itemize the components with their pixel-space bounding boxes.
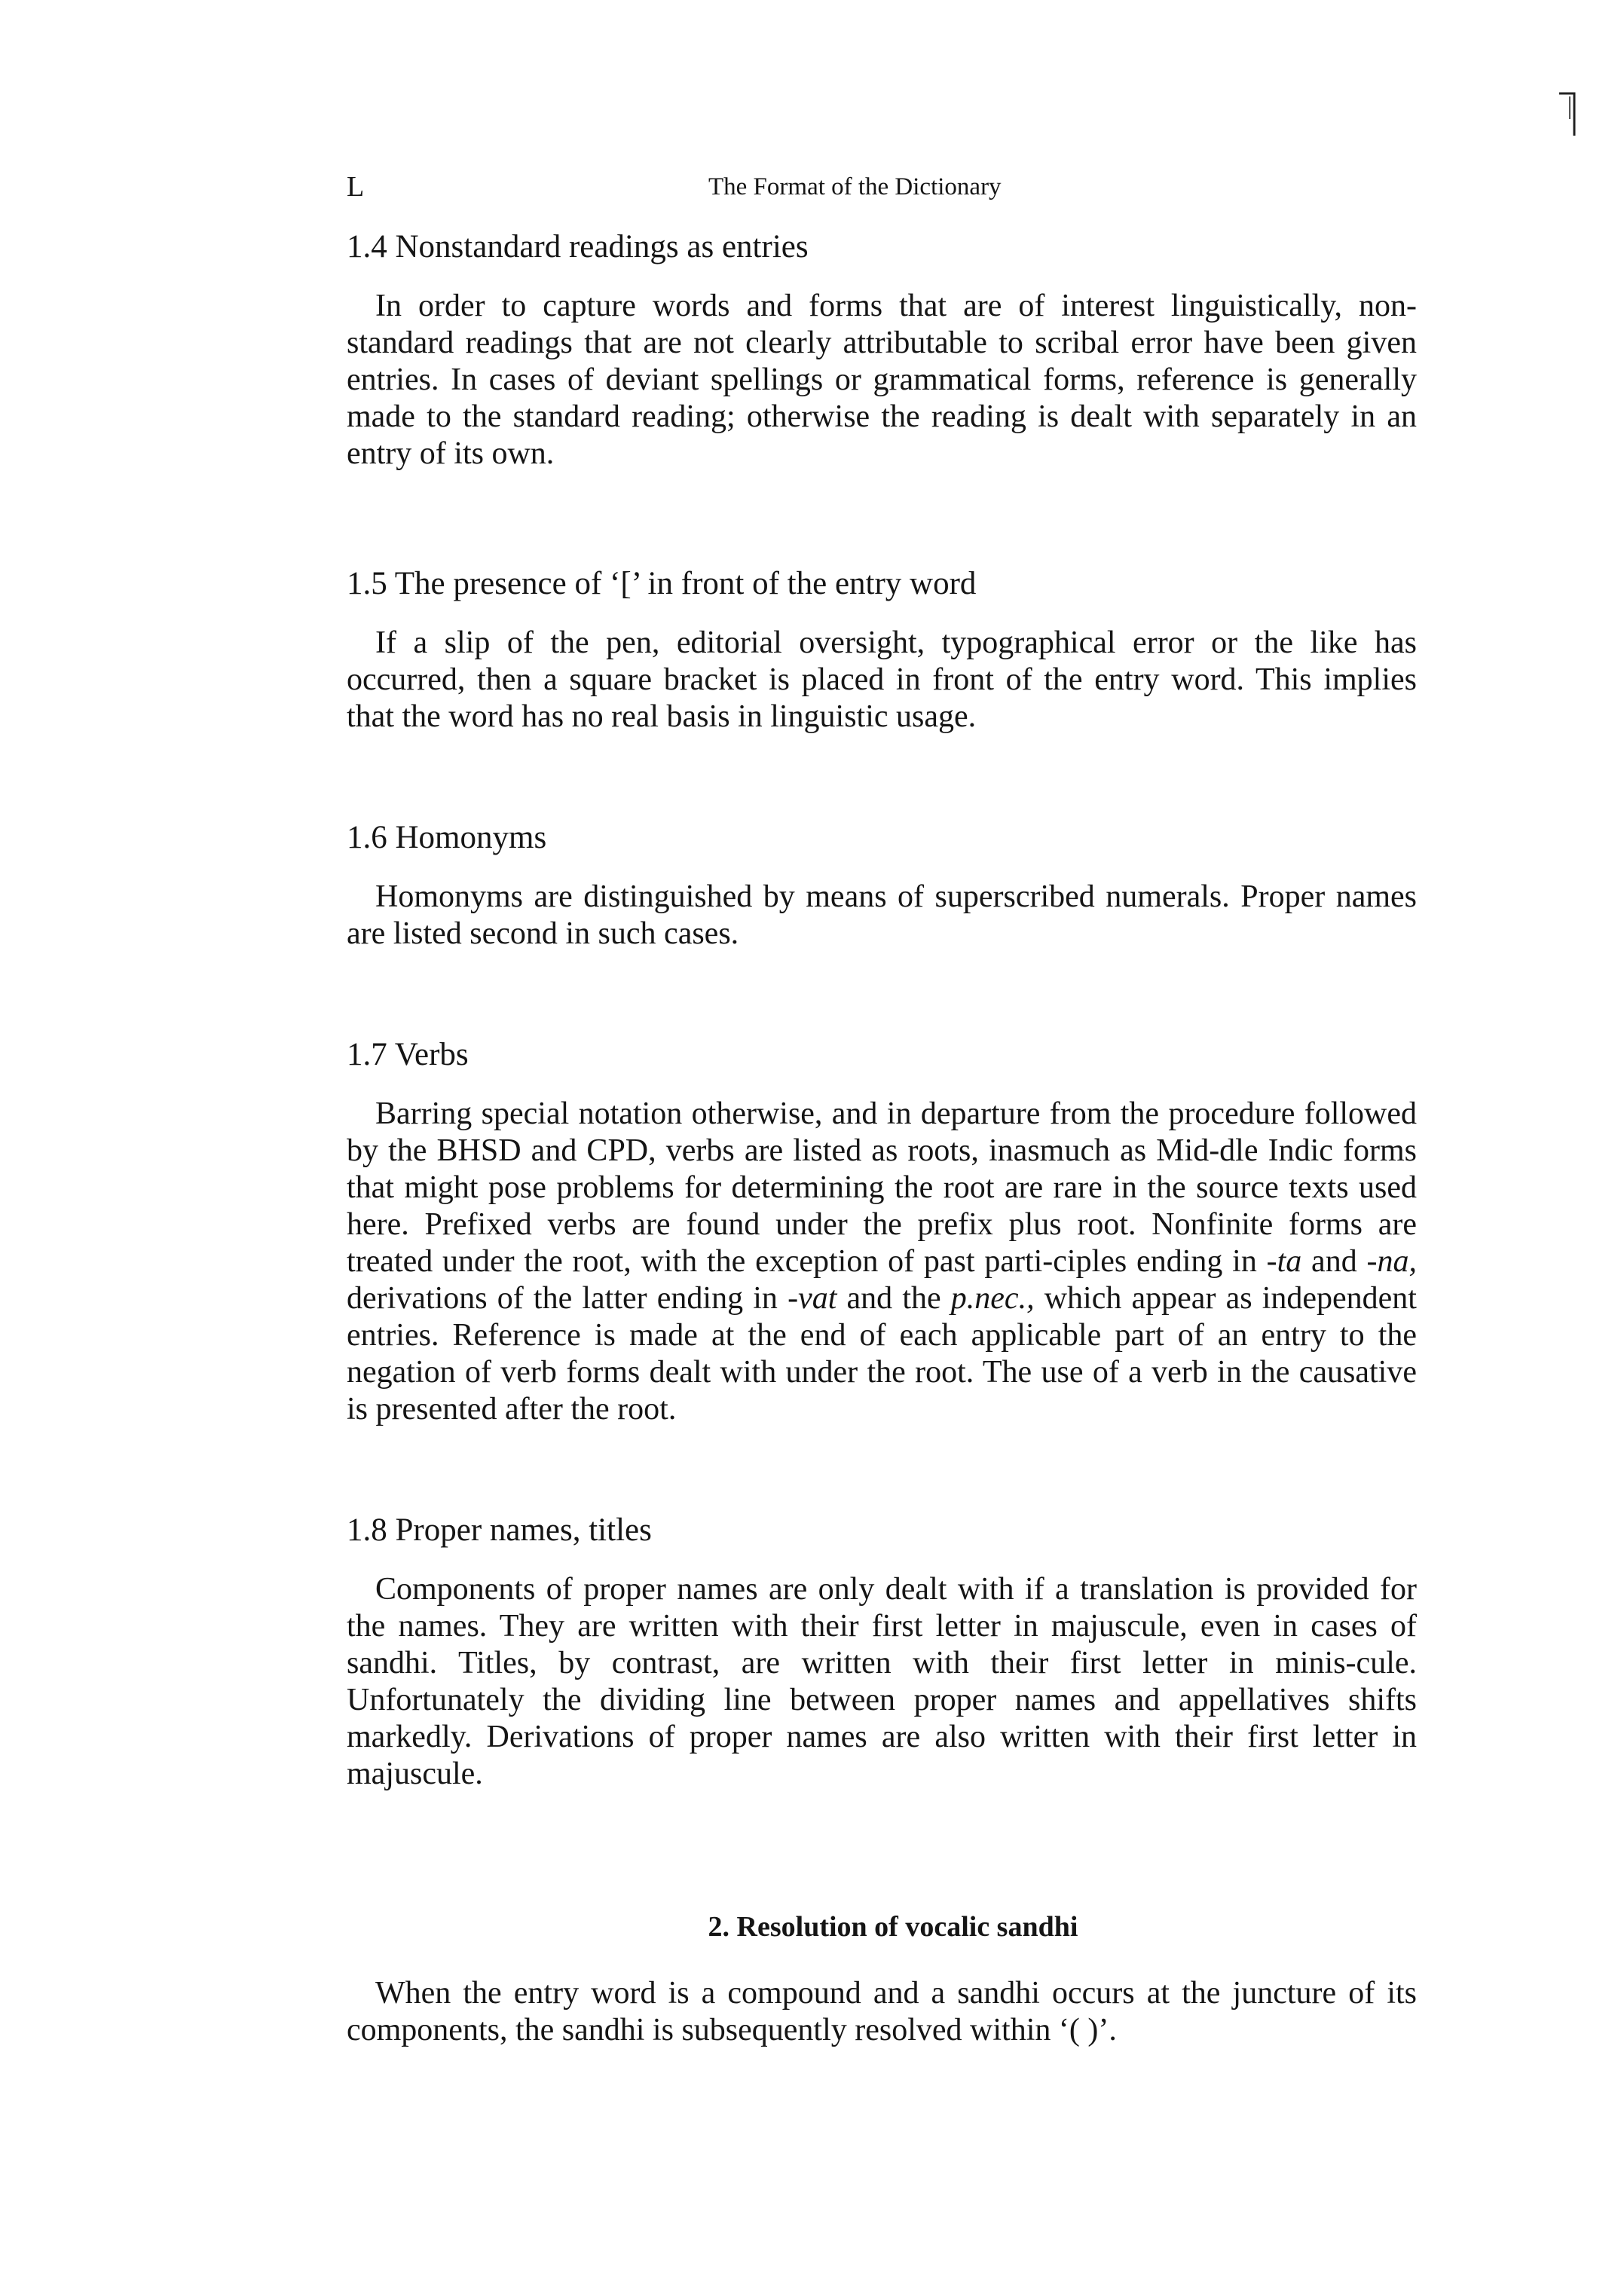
italic-suffix-vat: -vat [788, 1281, 837, 1316]
section-resolution-sandhi [347, 1906, 1417, 2049]
italic-suffix-ta: -ta [1266, 1244, 1302, 1279]
section-body: If a slip of the pen, editorial oversight, typographical error or the like has occurred, then a square bracket is placed in front of the entry word. This implies that the word has no real basis in linguistic usage. [347, 625, 1417, 734]
running-title: The Format of the Dictionary [708, 173, 1002, 200]
page-number: L [347, 171, 365, 203]
section-body: Homonyms are distinguished by means of superscribed numerals. Proper names are listed second in such cases. [347, 879, 1417, 951]
body-text-segment: Barring special notation otherwise, and in departure from the procedure followed by the BHSD and CPD, verbs are listed as roots, inasmuch as Mid-dle Indic forms that might pose problems for determining the root are rare in the source texts used here. Prefixed verbs are found under the prefix plus root. Nonfinite forms are treated under the root, with the exception of past parti-ciples ending in [347, 1096, 1417, 1279]
chapter-heading: 2. Resolution of vocalic sandhi [708, 1911, 1078, 1943]
section-nonstandard-readings [347, 226, 1417, 472]
italic-suffix-na: -na, [1366, 1244, 1417, 1279]
italic-abbrev-pnec: p.nec., [950, 1281, 1035, 1316]
body-text-segment: and [1301, 1244, 1367, 1279]
section-proper-names [347, 1509, 1417, 1793]
section-heading: 1.5 The presence of ‘[’ in front of the entry word [347, 566, 977, 601]
body-text-segment: derivations of the latter ending in [347, 1281, 788, 1316]
section-body: Components of proper names are only dealt with if a translation is provided for the names. They are written with their first letter in majuscule, even in cases of sandhi. Titles, by contrast, are written with their first letter in minis-cule. Unfortunately the dividing line between proper names and appellatives shifts markedly. Derivations of proper names are also written with their first letter in majuscule. [347, 1572, 1417, 1791]
section-body: When the entry word is a compound and a sandhi occurs at the juncture of its components, the sandhi is subsequently resolved within ‘( )’. [347, 1976, 1417, 2047]
section-heading: 1.6 Homonyms [347, 820, 547, 855]
page-content [347, 226, 1417, 2049]
running-head [347, 169, 1417, 205]
body-text-segment: which appear as independent entries. Reference is made at the end of each applicable part of an entry to the negation of verb forms dealt with under the root. The use of a verb in the causative is presented after the root. [347, 1281, 1417, 1426]
body-text-segment: and the [836, 1281, 951, 1316]
section-body: In order to capture words and forms that are of interest linguistically, non-standard readings that are not clearly attributable to scribal error have been given entries. In cases of deviant spellings or grammatical forms, reference is generally made to the standard reading; otherwise the reading is dealt with separately in an entry of its own. [347, 289, 1417, 471]
section-square-bracket [347, 563, 1417, 735]
corner-bracket-mark [1558, 89, 1577, 140]
section-homonyms [347, 817, 1417, 953]
section-heading: 1.4 Nonstandard readings as entries [347, 229, 809, 265]
section-body [347, 1096, 1417, 1428]
section-heading: 1.7 Verbs [347, 1037, 469, 1072]
corner-bracket-icon [1558, 89, 1577, 140]
section-heading: 1.8 Proper names, titles [347, 1512, 652, 1548]
section-verbs [347, 1034, 1417, 1428]
